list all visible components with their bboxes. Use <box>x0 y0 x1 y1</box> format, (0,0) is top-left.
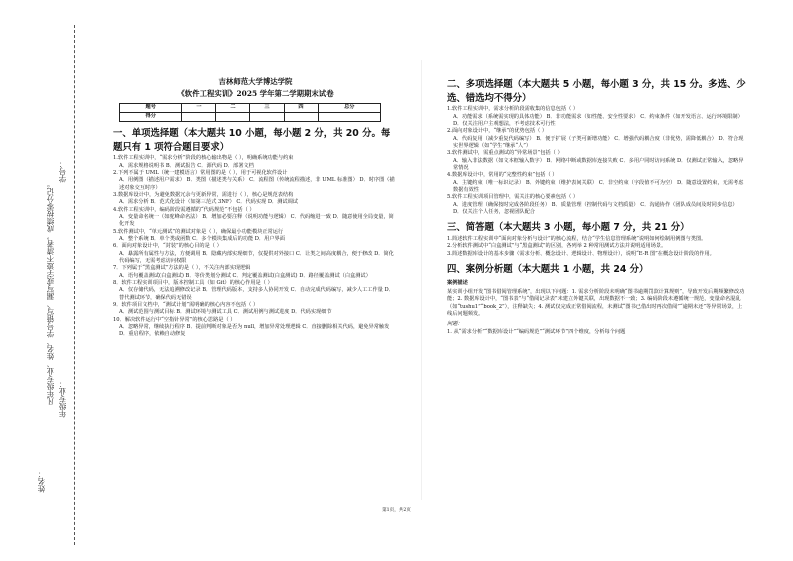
question-text: 2.下列不属于 UML（统一建模语言）常用图的是（ ），用于可视化软件设计 <box>113 169 288 176</box>
question-text: 2.面向对象设计中，“继承”的优势包括（ ） <box>447 128 548 135</box>
score-row-values <box>120 113 381 122</box>
question-text: 5.软件工程实训项目管理中，需关注的核心要素包括（ ） <box>447 194 579 201</box>
exam-title: 《软件工程实训》2025 学年第二学期期末试卷 <box>177 89 334 98</box>
score-cell <box>250 113 284 122</box>
question-options: A．变量命名统一（如驼峰命名法） B．增加必要注释（说明功能与逻辑） C．代码缩进一致 D．随意使用全局变量，简化开发 <box>119 213 394 228</box>
question-options: A．用例图（描述用户需求） B．类图（描述类与关系） C．流程图（传统流程描述，非 UML 标准图） D．时序图（描述对象交互时序） <box>119 177 395 191</box>
question-options: A．功能需求（系统需实现的具体功能） B．非功能需求（如性能、安全性要求） C．约束条件（如开发语言、运行环境限制） D．仅关注用户主观想法，不考虑技术可行性 <box>453 113 743 127</box>
score-cell <box>216 113 250 122</box>
question-options: A．语句覆盖测试(白盒测试) B．等价类划分测试 C．判定覆盖测试(白盒测试) D．路径覆盖测试（白盒测试） <box>119 272 371 279</box>
question-text: 1.软件工程实训中，“需求分析”阶段的核心输出物是（ ），明确系统功能与约束 <box>113 155 294 162</box>
question-text: 4.数据库设计中，常用的“完整性约束”包括（ ） <box>447 172 558 179</box>
question-text: 7．下列属于“黑盒测试”方法的是（ ），不关注内部实现逻辑 <box>113 265 251 272</box>
question-text: 3.软件测试中，需重点测试的“异常场景”包括（ ） <box>447 150 563 157</box>
question-options: A．需求分析 B．范式化设计（如第三范式 3NF） C．代码实现 D．测试调试 <box>119 199 298 206</box>
question-options: A．代码复用（减少重复代码编写） B．便于扩展（子类可新增功能） C．增强代码耦合度（非优势，需降低耦合） D．符合现实世界逻辑（如“学生”继承“人”） <box>453 135 744 149</box>
score-cell: 四 <box>284 104 318 113</box>
score-cell <box>318 113 380 122</box>
question-options: A．仅存储代码，无法追溯修改记录 B．管理代码版本，支持多人协同开发 C．自动完成代码编写，减少人工工作量 D．替代测试环节，确保代码无错误 <box>119 287 394 301</box>
question-text: 4.软件工程实训中，编码阶段需遵循的“代码规范”不包括（ ） <box>113 206 255 213</box>
question-options: A．忽略异常，继续执行程序 B．提前判断对象是否为 null，增加异常处理逻辑 C．直接删除相关代码，避免异常触发 D．重启程序，依赖自动修复 <box>119 324 390 338</box>
page-footer: 第1页，共2页 <box>382 508 411 513</box>
section1-heading: 一、单项选择题（本大题共 10 小题，每小题 2 分，共 20 分。每题只有 1 项符合题目要求） <box>113 128 391 153</box>
score-cell: 题号 <box>120 104 182 113</box>
section2-heading: 二、多项选择题（本大题共 5 小题，每小题 3 分，共 15 分。多选、少选、错选均不得分） <box>447 79 746 104</box>
case-description: 某实训小组开发“图书借阅管理系统”，出现以下问题：1. 需求分析阶段未明确“图书逾期罚款计算规则”，导致开发后期频繁修改功能；2. 数据库设计中，“图书表”与“借阅记录表”未建立外键关联，出现数据不一致；3. 编码阶段未遵循统一规范，变量命名混乱（如“tushu1”“book_2”），注释缺失；4. 测试仅完成正常借阅流程，未测试“图书已借出时再次借阅”“逾期未还”等异常场景，上线后问题频发。 <box>447 288 745 317</box>
name-label: 姓名： <box>37 470 46 493</box>
column-divider <box>421 60 422 500</box>
binding-notice: 凡年级专业、姓名、学号错写、漏写或字迹不清者，成绩按零分记。 <box>46 180 55 405</box>
exam-number-label: 学号： <box>58 160 67 183</box>
case-question: 1. 从“需求分析”“数据库设计”“编码规范”“测试环节”四个维度，分析每个问题 <box>447 328 626 335</box>
question-options: A．进度管理（确保按时完成各阶段任务） B．质量管理（控制代码与文档质量） C．沟通协作（团队成员间及时同步信息） D．仅关注个人任务，忽视团队配合 <box>453 201 738 215</box>
section3-heading: 三、简答题（本大题共 3 小题，每小题 7 分，共 21 分） <box>447 222 690 234</box>
question-text: 6．面向对象设计中，“封装”的核心目的是（ ） <box>113 243 222 250</box>
question-text: 2.分析软件测试中“白盒测试”与“黑盒测试”的区别，各列举 2 种常用测试方法并说明适用场景。 <box>447 243 667 250</box>
case-label: 案例描述 <box>447 279 468 286</box>
score-cell: 得分 <box>120 113 182 122</box>
section2-questions <box>447 106 747 216</box>
score-cell: 三 <box>250 104 284 113</box>
section3-questions <box>447 236 747 258</box>
score-cell: 二 <box>216 104 250 113</box>
school-name: 吉林师范大学博达学院 <box>218 77 293 86</box>
major-label: 年级专业： <box>58 380 67 418</box>
right-column <box>447 78 747 336</box>
score-row-header <box>120 104 381 113</box>
score-cell: 总分 <box>318 104 380 113</box>
case-question-label: 问题： <box>447 321 463 328</box>
question-text: 3.简述数据库设计的基本步骤（需求分析、概念设计、逻辑设计、物理设计），说明“E-R 图”在概念设计阶段的作用。 <box>447 250 715 257</box>
question-text: 10．解决软件运行中“空指针异常”的核心思路是（ ） <box>113 316 236 323</box>
question-options: A．需求规格说明书 B．测试报告 C．源代码 D．部署文档 <box>119 162 254 169</box>
binding-line <box>74 25 75 545</box>
question-options: A．主键约束（唯一标识记录） B．外键约束（维护表间关联） C．非空约束（字段值不可为空） D．随意设置约束，无需考虑数据有效性 <box>453 179 744 193</box>
section1-questions <box>113 155 398 339</box>
question-options: A．整个系统 B．单个类或函数 C．多个模块集成后的功能 D．用户界面 <box>119 235 285 242</box>
question-text: 3.数据库设计中，为避免数据冗余与更新异常，需进行（ ），核心是规范表结构 <box>113 191 294 198</box>
question-options: A．测试范围与测试目标 B．测试环境与测试工具 C．测试用例与测试进度 D．代码实现细节 <box>119 309 332 316</box>
question-options: A．输入非法数据（如文本框输入数字） B．网络中断或数据库连接失败 C．多用户同时访问系统 D．仅测试正常输入，忽略异常情况 <box>453 157 744 171</box>
question-text: 1.简述软件工程实训中“面向对象分析与设计”的核心流程，结合“学生信息管理系统”说明如何绘制用例图与类图。 <box>447 235 707 242</box>
question-options: A．暴露所有属性与方法，方便调用 B．隐藏内部实现细节，仅提供对外接口 C．让类之间高度耦合，便于修改 D．简化代码编写，无需考虑访问权限 <box>119 250 394 264</box>
question-text: 5.软件测试中，“单元测试”的测试对象是（ ），确保最小功能模块正常运行 <box>113 228 284 235</box>
score-cell: 一 <box>182 104 216 113</box>
question-text: 1.软件工程实训中，需求分析阶段需收集的信息包括（ ） <box>447 106 579 113</box>
section4-heading: 四、案例分析题（本大题共 1 小题，共 24 分） <box>447 263 649 275</box>
question-text: 8．软件工程实训项目中，版本控制工具（如 Git）的核心作用是（ ） <box>113 280 273 287</box>
score-cell <box>284 113 318 122</box>
score-table <box>119 103 381 122</box>
left-column <box>113 76 398 339</box>
score-cell <box>182 113 216 122</box>
question-text: 9．软件项目文档中，“测试计划”需明确的核心内容不包括（ ） <box>113 302 259 309</box>
